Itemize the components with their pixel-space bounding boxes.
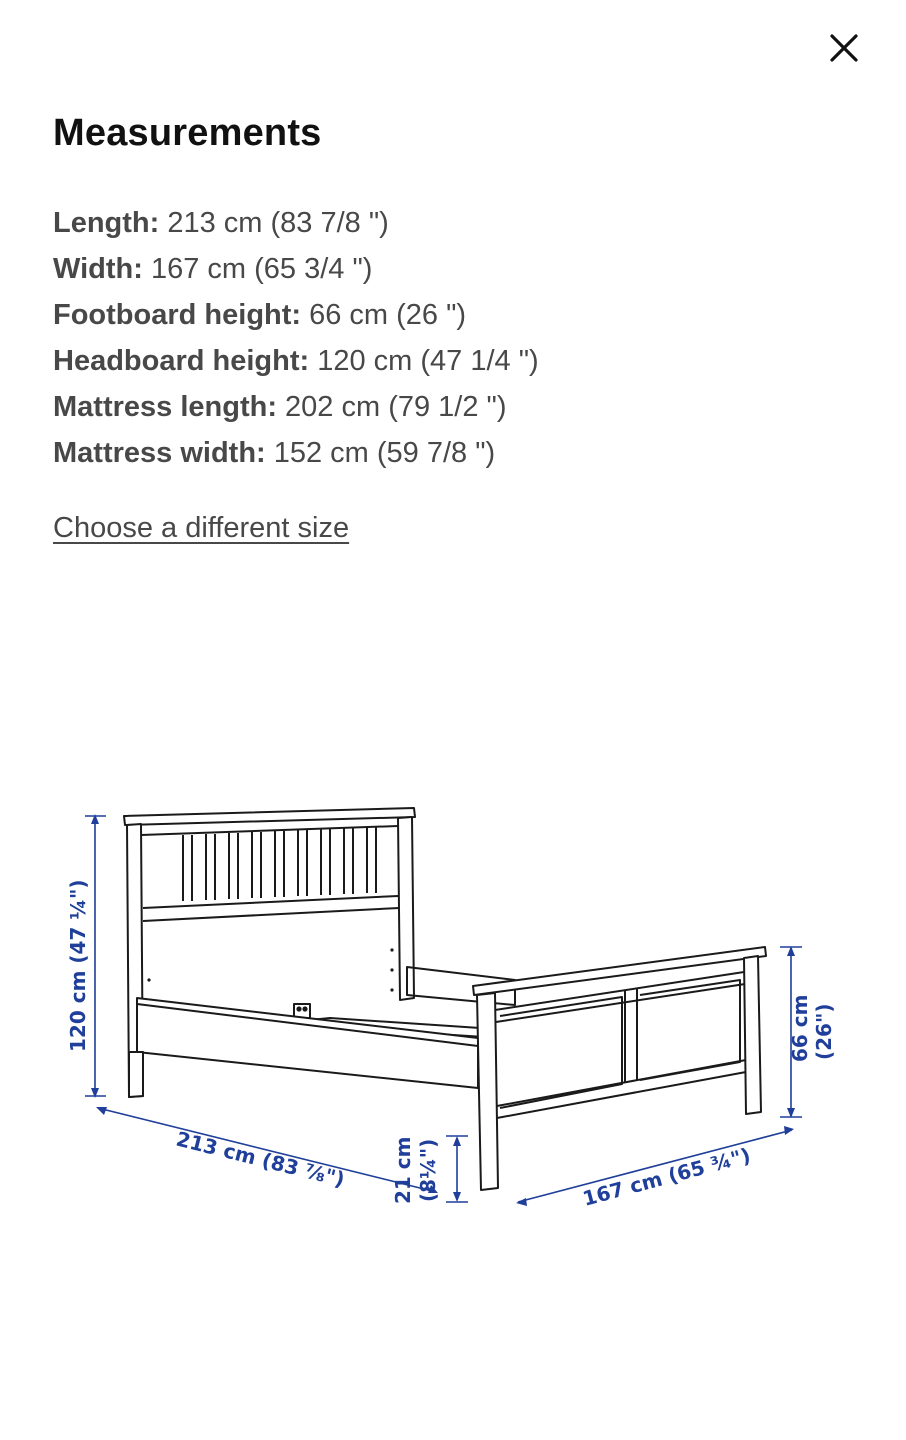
page-title: Measurements	[53, 112, 322, 154]
spec-label: Footboard height:	[53, 299, 302, 331]
close-icon	[829, 33, 859, 63]
spec-length	[53, 200, 539, 246]
spec-mattress-length	[53, 384, 539, 430]
spec-value: 152 cm (59 7/8 ")	[265, 437, 496, 469]
spec-value: 66 cm (26 ")	[301, 299, 467, 331]
spec-label: Width:	[53, 253, 143, 285]
spec-label: Mattress width:	[53, 437, 266, 469]
spec-value: 202 cm (79 1/2 ")	[276, 391, 507, 423]
width-label: 167 cm (65 ¾")	[580, 1142, 753, 1211]
headboard-slats	[183, 827, 376, 901]
choose-size-link[interactable]: Choose a different size	[53, 512, 350, 544]
length-label: 213 cm (83 ⅞")	[173, 1126, 348, 1192]
headboard-height-label: 120 cm (47 ¼")	[66, 879, 90, 1052]
spec-headboard-height	[53, 338, 539, 384]
leg-height-in-label: (8¼")	[416, 1138, 440, 1202]
spec-label: Headboard height:	[53, 345, 310, 377]
measurements-list	[53, 200, 539, 476]
spec-mattress-width	[53, 430, 539, 476]
spec-value: 120 cm (47 1/4 ")	[309, 345, 539, 377]
spec-footboard-height	[53, 292, 539, 338]
bed-dimension-diagram	[40, 790, 860, 1230]
spec-value: 167 cm (65 3/4 ")	[142, 253, 373, 285]
footboard-height-in-label: (26")	[812, 1003, 836, 1060]
footboard-height-cm-label: 66 cm	[788, 994, 812, 1062]
spec-label: Length:	[53, 207, 160, 239]
leg-height-cm-label: 21 cm	[391, 1136, 415, 1204]
spec-label: Mattress length:	[53, 391, 277, 423]
spec-width	[53, 246, 539, 292]
bed-drawing	[124, 808, 766, 1190]
spec-value: 213 cm (83 7/8 ")	[159, 207, 389, 239]
close-button[interactable]	[816, 20, 872, 76]
